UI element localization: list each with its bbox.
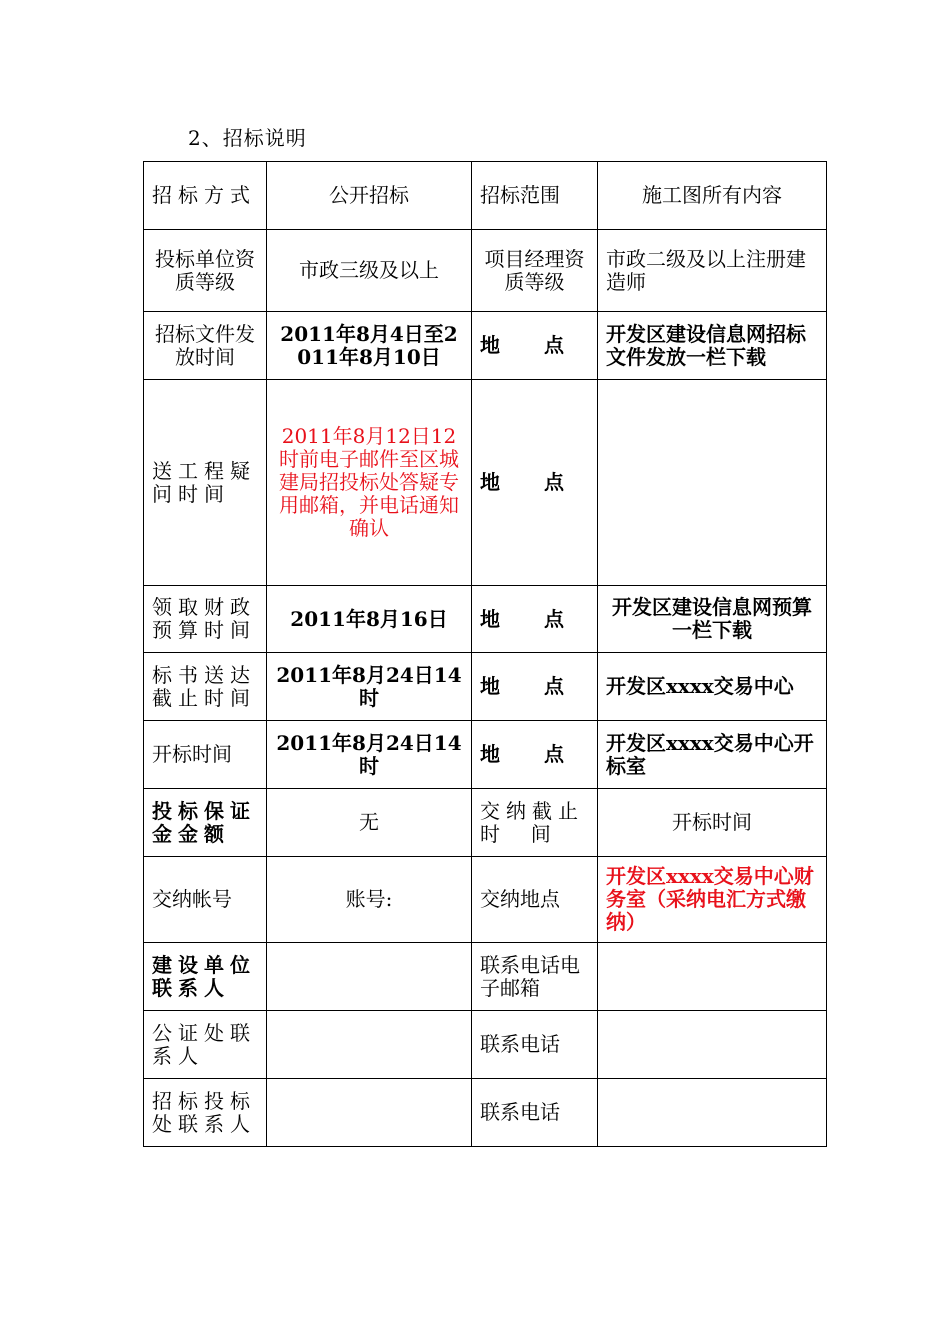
label-location-a: 地	[480, 470, 500, 494]
label-location-b: 点	[544, 674, 564, 698]
value-question-time: 2011年8月12日12时前电子邮件至区城建局招投标处答疑专用邮箱，并电话通知确认	[267, 380, 472, 586]
value-bidder-qualification: 市政三级及以上	[267, 230, 472, 312]
label-location-b: 点	[544, 742, 564, 766]
value-phone	[598, 1079, 827, 1147]
label-location-b: 点	[544, 333, 564, 357]
table-row	[144, 586, 827, 653]
table-row	[144, 1011, 827, 1079]
label-tender-office-contact: 招标投标处联系人	[144, 1079, 267, 1147]
table-row	[144, 789, 827, 857]
value-phone	[598, 1011, 827, 1079]
label-bidder-qualification: 投标单位资质等级	[144, 230, 267, 312]
label-deposit-amount: 投标保证金金额	[144, 789, 267, 857]
table-row	[144, 653, 827, 721]
value-bid-location: 开发区xxxx交易中心	[598, 653, 827, 721]
table-row	[144, 721, 827, 789]
table-row	[144, 1079, 827, 1147]
label-doc-issue-time: 招标文件发放时间	[144, 312, 267, 380]
label-location-a: 地	[480, 606, 500, 631]
value-pm-qualification: 市政二级及以上注册建造师	[598, 230, 827, 312]
value-budget-location: 开发区建设信息网预算一栏下载	[598, 586, 827, 653]
value-opening-time: 2011年8月24日14时	[267, 721, 472, 789]
label-location	[472, 380, 598, 586]
value-tender-office-contact	[267, 1079, 472, 1147]
section-heading: 2、招标说明	[188, 126, 307, 150]
value-owner-contact	[267, 943, 472, 1011]
value-question-location	[598, 380, 827, 586]
label-notary-contact: 公证处联系人	[144, 1011, 267, 1079]
label-opening-time: 开标时间	[144, 721, 267, 789]
value-account: 账号:	[267, 857, 472, 943]
table-row	[144, 943, 827, 1011]
value-tender-scope: 施工图所有内容	[598, 162, 827, 230]
label-location	[472, 312, 598, 380]
label-location-a: 地	[480, 742, 500, 766]
value-bid-deadline: 2011年8月24日14时	[267, 653, 472, 721]
tender-info-table	[143, 161, 827, 1147]
table-row	[144, 380, 827, 586]
table-row	[144, 312, 827, 380]
value-tender-method: 公开招标	[267, 162, 472, 230]
value-payment-deadline: 开标时间	[598, 789, 827, 857]
label-location	[472, 721, 598, 789]
label-tender-scope: 招标范围	[472, 162, 598, 230]
table-row	[144, 162, 827, 230]
label-payment-deadline: 交纳截止时 间	[472, 789, 598, 857]
value-payment-location: 开发区xxxx交易中心财务室（采纳电汇方式缴纳）	[598, 857, 827, 943]
value-doc-issue-location: 开发区建设信息网招标文件发放一栏下载	[598, 312, 827, 380]
label-location-a: 地	[480, 333, 500, 357]
label-location-a: 地	[480, 674, 500, 698]
label-bid-deadline: 标书送达截止时间	[144, 653, 267, 721]
label-location	[472, 653, 598, 721]
label-phone: 联系电话	[472, 1079, 598, 1147]
value-notary-contact	[267, 1011, 472, 1079]
label-location-b: 点	[544, 470, 564, 494]
label-owner-contact: 建设单位联系人	[144, 943, 267, 1011]
table-row	[144, 857, 827, 943]
label-tender-method: 招标方式	[144, 162, 267, 230]
value-phone-email	[598, 943, 827, 1011]
value-opening-location: 开发区xxxx交易中心开标室	[598, 721, 827, 789]
label-location-b: 点	[544, 606, 564, 631]
label-payment-location: 交纳地点	[472, 857, 598, 943]
value-deposit-amount: 无	[267, 789, 472, 857]
label-account: 交纳帐号	[144, 857, 267, 943]
value-budget-time: 2011年8月16日	[267, 586, 472, 653]
label-question-time: 送工程疑问时间	[144, 380, 267, 586]
label-location	[472, 586, 598, 653]
value-doc-issue-time: 2011年8月4日至2011年8月10日	[267, 312, 472, 380]
label-phone-email: 联系电话电子邮箱	[472, 943, 598, 1011]
label-budget-time: 领取财政预算时间	[144, 586, 267, 653]
table-row	[144, 230, 827, 312]
label-pm-qualification: 项目经理资质等级	[472, 230, 598, 312]
label-phone: 联系电话	[472, 1011, 598, 1079]
